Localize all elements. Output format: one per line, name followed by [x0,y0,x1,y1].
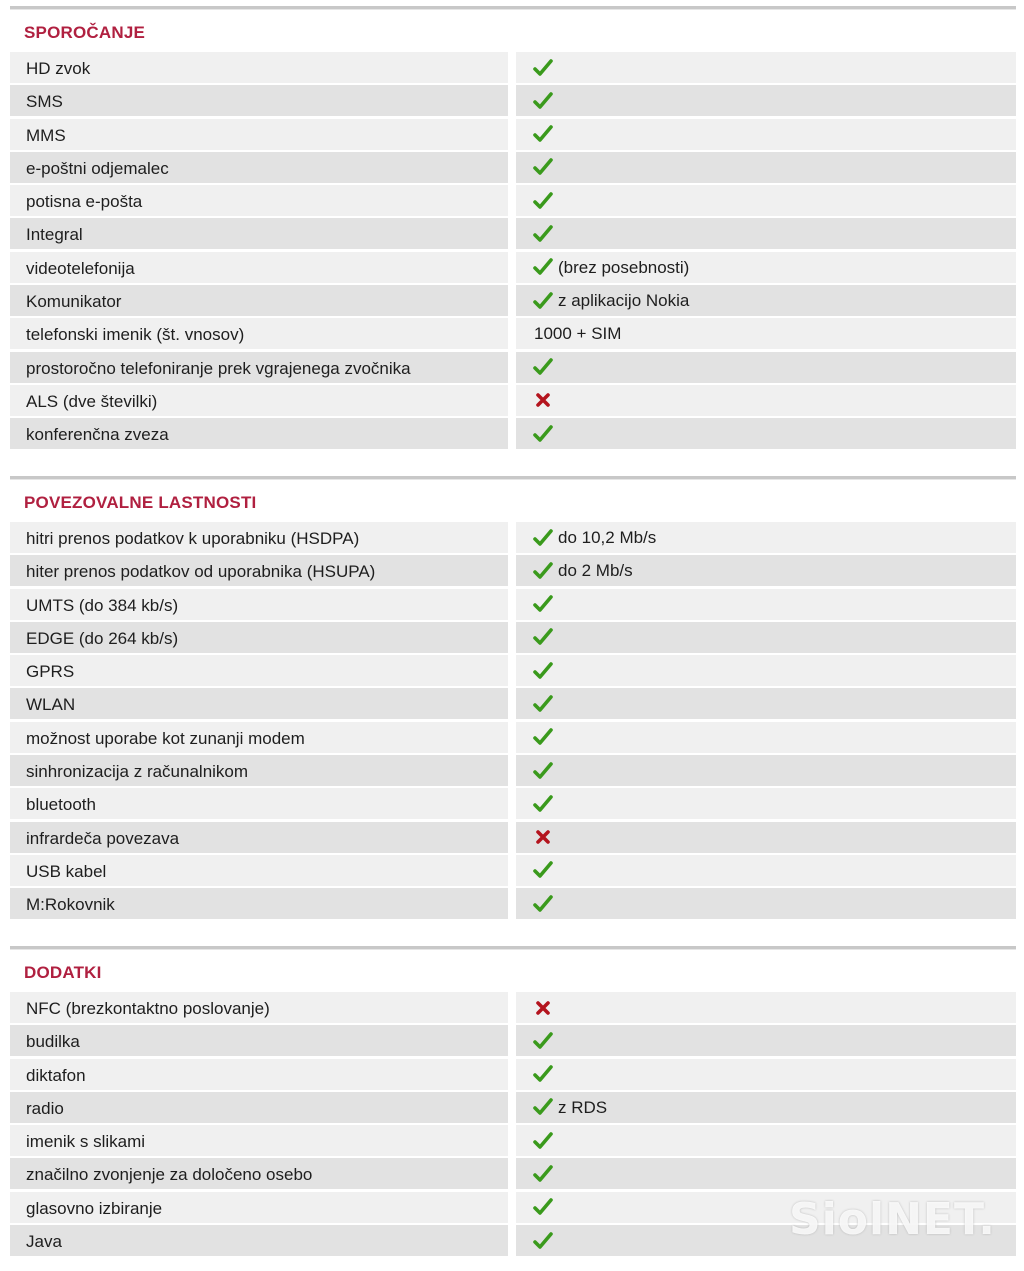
feature-label: telefonski imenik (št. vnosov) [10,318,508,349]
feature-value [516,522,1016,553]
check-icon [532,257,554,277]
table-row [10,1125,1016,1158]
check-icon [532,124,554,144]
table-row [10,252,1016,285]
table-row [10,1158,1016,1191]
check-icon [532,1164,554,1184]
feature-label: NFC (brezkontaktno poslovanje) [10,992,508,1023]
table-row [10,285,1016,318]
feature-label: WLAN [10,688,508,719]
check-icon [532,91,554,111]
feature-label: e-poštni odjemalec [10,152,508,183]
check-icon [532,860,554,880]
table-row [10,152,1016,185]
feature-label: M:Rokovnik [10,888,508,919]
check-icon [532,1031,554,1051]
feature-label: potisna e-pošta [10,185,508,216]
feature-label: prostoročno telefoniranje prek vgrajenega zvočnika [10,352,508,383]
check-icon [532,528,554,548]
feature-value [516,85,1016,116]
section-title: POVEZOVALNE LASTNOSTI [24,493,257,512]
check-icon [532,157,554,177]
spec-table [10,522,1016,922]
table-row [10,622,1016,655]
feature-value [516,352,1016,383]
feature-label: možnost uporabe kot zunanji modem [10,722,508,753]
feature-label: Komunikator [10,285,508,316]
check-icon [532,727,554,747]
check-icon [532,58,554,78]
feature-value [516,152,1016,183]
feature-value [516,788,1016,819]
table-row [10,855,1016,888]
feature-value [516,1059,1016,1090]
feature-value [516,1158,1016,1189]
check-icon [532,561,554,581]
check-icon [532,191,554,211]
feature-label: SMS [10,85,508,116]
check-icon [532,761,554,781]
table-row [10,788,1016,821]
table-row [10,655,1016,688]
feature-label: MMS [10,119,508,150]
feature-label: radio [10,1092,508,1123]
feature-note: 1000 + SIM [534,324,622,344]
check-icon [532,1131,554,1151]
feature-value [516,285,1016,316]
feature-label: hiter prenos podatkov od uporabnika (HSUPA) [10,555,508,586]
spec-table [10,52,1016,452]
feature-label: UMTS (do 384 kb/s) [10,589,508,620]
feature-label: USB kabel [10,855,508,886]
cross-icon [532,827,554,847]
check-icon [532,357,554,377]
table-row [10,352,1016,385]
feature-value [516,622,1016,653]
cross-icon [532,998,554,1018]
feature-value [516,555,1016,586]
table-row [10,555,1016,588]
check-icon [532,1197,554,1217]
feature-value [516,992,1016,1023]
feature-value [516,688,1016,719]
feature-label: hitri prenos podatkov k uporabniku (HSDPA) [10,522,508,553]
feature-note: z aplikacijo Nokia [558,291,690,311]
feature-label: ALS (dve številki) [10,385,508,416]
table-row [10,1025,1016,1058]
table-row [10,1059,1016,1092]
feature-label: Integral [10,218,508,249]
feature-note: z RDS [558,1097,608,1117]
check-icon [532,1231,554,1251]
check-icon [532,694,554,714]
feature-value [516,755,1016,786]
feature-value [516,1125,1016,1156]
table-row [10,218,1016,251]
feature-note: do 2 Mb/s [558,561,633,581]
table-row [10,522,1016,555]
cross-icon [532,390,554,410]
feature-label: budilka [10,1025,508,1056]
feature-label: videotelefonija [10,252,508,283]
section-povezovalne-lastnosti [10,476,1016,922]
feature-label: konferenčna zveza [10,418,508,449]
feature-label: bluetooth [10,788,508,819]
feature-label: GPRS [10,655,508,686]
check-icon [532,594,554,614]
feature-label: infrardeča povezava [10,822,508,853]
feature-label: imenik s slikami [10,1125,508,1156]
feature-value [516,1092,1016,1123]
table-row [10,822,1016,855]
feature-label: sinhronizacija z računalnikom [10,755,508,786]
feature-label: diktafon [10,1059,508,1090]
section-title: SPOROČANJE [24,23,146,42]
check-icon [532,424,554,444]
table-row [10,318,1016,351]
check-icon [532,291,554,311]
feature-value [516,855,1016,886]
check-icon [532,627,554,647]
table-row [10,185,1016,218]
feature-note: (brez posebnosti) [558,257,690,277]
check-icon [532,794,554,814]
table-row [10,52,1016,85]
feature-value [516,185,1016,216]
feature-value [516,722,1016,753]
feature-value [516,1025,1016,1056]
feature-value [516,318,1016,349]
table-row [10,755,1016,788]
section-sporocanje [10,6,1016,452]
table-row [10,1092,1016,1125]
section-title: DODATKI [24,963,102,982]
feature-note: do 10,2 Mb/s [558,528,657,547]
siolnet-watermark: SiolNET. [788,1194,996,1245]
table-row [10,722,1016,755]
feature-value [516,418,1016,449]
feature-value [516,218,1016,249]
table-row [10,888,1016,921]
table-row [10,589,1016,622]
check-icon [532,661,554,681]
check-icon [532,1064,554,1084]
check-icon [532,1097,554,1117]
table-row [10,688,1016,721]
feature-value [516,822,1016,853]
check-icon [532,894,554,914]
feature-value [516,252,1016,283]
check-icon [532,224,554,244]
feature-value [516,888,1016,919]
feature-value [516,385,1016,416]
table-row [10,119,1016,152]
feature-value [516,589,1016,620]
table-row [10,85,1016,118]
feature-label: HD zvok [10,52,508,83]
feature-label: Java [10,1225,508,1256]
feature-label: glasovno izbiranje [10,1192,508,1223]
feature-label: EDGE (do 264 kb/s) [10,622,508,653]
feature-label: značilno zvonjenje za določeno osebo [10,1158,508,1189]
table-row [10,992,1016,1025]
feature-value [516,52,1016,83]
feature-value [516,655,1016,686]
table-row [10,385,1016,418]
table-row [10,418,1016,451]
feature-value [516,119,1016,150]
